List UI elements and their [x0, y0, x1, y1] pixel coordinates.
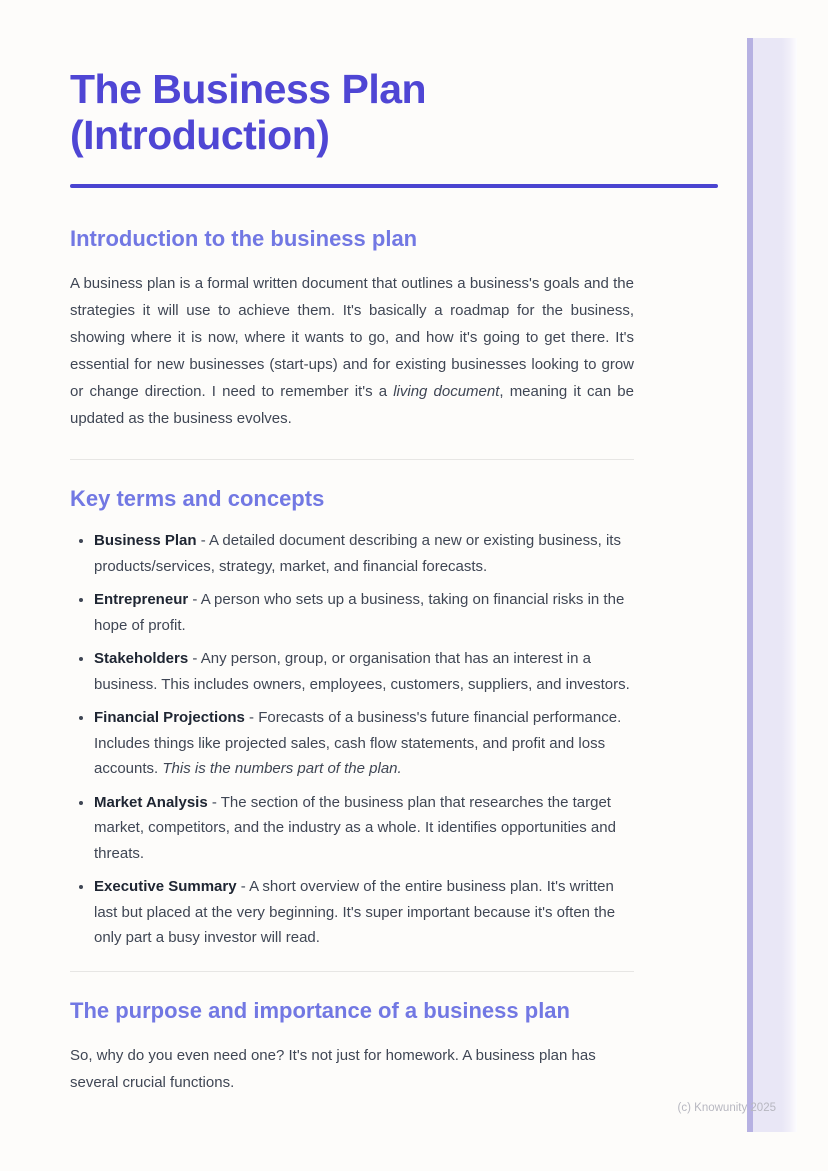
- section-heading-introduction: Introduction to the business plan: [70, 226, 418, 251]
- term-label: Business Plan: [94, 532, 197, 549]
- section-divider: [70, 459, 634, 460]
- list-item: [94, 646, 634, 697]
- term-label: Financial Projections: [94, 709, 245, 726]
- list-item: [94, 587, 634, 638]
- intro-text-after: , meaning it can be updated as the business evolves.: [70, 383, 634, 427]
- list-item: [94, 790, 634, 867]
- list-item: [94, 874, 634, 951]
- title-divider: [70, 184, 718, 188]
- list-item: [94, 528, 634, 579]
- section-key-terms: [70, 484, 634, 951]
- term-label: Market Analysis: [94, 793, 208, 811]
- page-title-line-1: The Business Plan: [70, 66, 427, 112]
- intro-text-before: A business plan is a formal written document that outlines a business's goals and the strategies it will use to achieve them. It's basically a roadmap for the business, showing where it is now, where it wants to go, and how it's going to get there. It's essential for new businesses (start-ups) and for existing businesses looking to grow or change direction. I need to remember it's a: [70, 275, 634, 400]
- term-italic-note: This is the numbers part of the plan.: [162, 760, 402, 777]
- intro-paragraph: [70, 270, 634, 432]
- section-heading-purpose: The purpose and importance of a business plan: [70, 997, 570, 1023]
- page-title-line-2: (Introduction): [70, 112, 330, 158]
- term-label: Stakeholders: [94, 650, 189, 667]
- key-terms-list: [70, 528, 634, 951]
- purpose-paragraph: So, why do you even need one? It's not just for homework. A business plan has several crucial functions.: [70, 1046, 596, 1091]
- page-edge-stripe: [747, 38, 797, 1132]
- document-content: [70, 0, 634, 1096]
- term-definition: - Forecasts of a business's future financial performance. Includes things like projected sales, cash flow statements, and profit and loss accounts.: [94, 709, 622, 777]
- term-label: Executive Summary: [94, 878, 237, 895]
- page-title: [70, 66, 718, 158]
- term-label: Entrepreneur: [94, 591, 189, 608]
- section-purpose: [70, 996, 634, 1096]
- intro-italic-phrase: living document: [393, 383, 500, 400]
- section-divider: [70, 971, 634, 972]
- term-definition: - A person who sets up a business, taking on financial risks in the hope of profit.: [94, 591, 625, 634]
- term-definition: - Any person, group, or organisation that has an interest in a business. This includes owners, employees, customers, suppliers, and investors.: [94, 650, 630, 693]
- list-item: [94, 705, 634, 782]
- section-heading-key-terms: Key terms and concepts: [70, 486, 325, 511]
- section-introduction: [70, 224, 634, 432]
- term-definition: - The section of the business plan that researches the target market, competitors, and the industry as a whole. It identifies opportunities and threats.: [94, 793, 616, 862]
- term-definition: - A detailed document describing a new or existing business, its products/services, strategy, market, and financial forecasts.: [94, 532, 621, 575]
- term-definition: - A short overview of the entire business plan. It's written last but placed at the very beginning. It's super important because it's often the only part a busy investor will read.: [94, 878, 616, 946]
- watermark: (c) Knowunity 2025: [677, 1102, 776, 1114]
